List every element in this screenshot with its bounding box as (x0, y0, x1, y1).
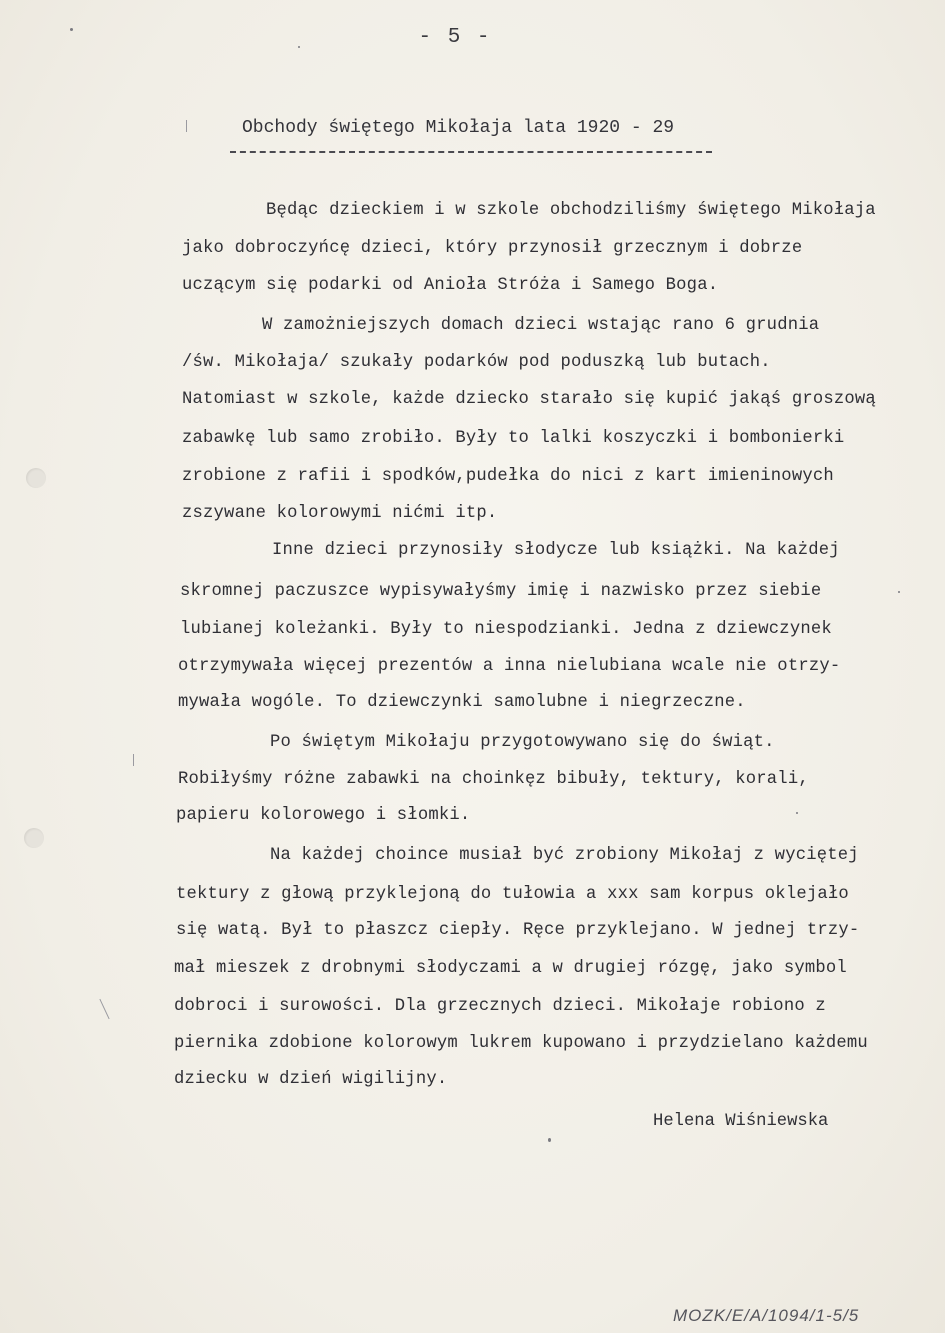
paper-speck (70, 28, 73, 31)
document-title: Obchody świętego Mikołaja lata 1920 - 29 (242, 118, 675, 138)
paper-speck (796, 812, 798, 814)
body-line: dobroci i surowości. Dla grzecznych dzieci. Mikołaje robiono z (174, 997, 826, 1016)
body-line: mał mieszek z drobnymi słodyczami a w drugiej rózgę, jako symbol (174, 959, 847, 978)
body-line: papieru kolorowego i słomki. (176, 806, 471, 825)
body-line: Inne dzieci przynosiły słodycze lub książki. Na każdej (272, 541, 840, 560)
margin-mark (186, 120, 187, 132)
title-underline (230, 151, 712, 153)
body-line: się watą. Był to płaszcz ciepły. Ręce przyklejano. W jednej trzy- (176, 921, 860, 940)
body-line: zrobione z rafii i spodków,pudełka do nici z kart imieninowych (182, 467, 834, 486)
body-line: Po świętym Mikołaju przygotowywano się do świąt. (270, 733, 775, 752)
body-line: mywała wogóle. To dziewczynki samolubne i niegrzeczne. (178, 693, 746, 712)
paper-speck (898, 591, 900, 593)
body-line: otrzymywała więcej prezentów a inna nielubiana wcale nie otrzy- (178, 657, 841, 676)
body-line: skromnej paczuszce wypisywałyśmy imię i nazwisko przez siebie (180, 582, 822, 601)
paper-speck (548, 1138, 551, 1142)
margin-mark (99, 999, 109, 1019)
paper-speck (298, 46, 300, 48)
body-line: dziecku w dzień wigilijny. (174, 1070, 448, 1089)
body-line: tektury z głową przyklejoną do tułowia a xxx sam korpus oklejało (176, 885, 849, 904)
body-line: jako dobroczyńcę dzieci, który przynosił grzecznym i dobrze (182, 239, 803, 258)
body-line: /św. Mikołaja/ szukały podarków pod poduszką lub butach. (182, 353, 771, 372)
body-line: uczącym się podarki od Anioła Stróża i Samego Boga. (182, 276, 719, 295)
body-line: Na każdej choince musiał być zrobiony Mikołaj z wyciętej (270, 846, 859, 865)
author-signature: Helena Wiśniewska (653, 1112, 829, 1131)
body-line: zszywane kolorowymi nićmi itp. (182, 504, 498, 523)
body-line: zabawkę lub samo zrobiło. Były to lalki koszyczki i bombonierki (182, 429, 845, 448)
page-number: - 5 - (418, 26, 492, 49)
margin-mark (133, 754, 134, 766)
punch-hole (26, 468, 46, 488)
body-line: W zamożniejszych domach dzieci wstając rano 6 grudnia (262, 316, 820, 335)
body-line: Natomiast w szkole, każde dziecko starało się kupić jakąś groszową (182, 390, 876, 409)
body-line: Będąc dzieckiem i w szkole obchodziliśmy świętego Mikołaja (266, 201, 876, 220)
body-line: piernika zdobione kolorowym lukrem kupowano i przydzielano każdemu (174, 1034, 868, 1053)
catalog-number: MOZK/E/A/1094/1-5/5 (673, 1306, 860, 1325)
body-line: lubianej koleżanki. Były to niespodzianki. Jedna z dziewczynek (180, 620, 832, 639)
body-line: Robiłyśmy różne zabawki na choinkęz bibuły, tektury, korali, (178, 770, 809, 789)
punch-hole (24, 828, 44, 848)
